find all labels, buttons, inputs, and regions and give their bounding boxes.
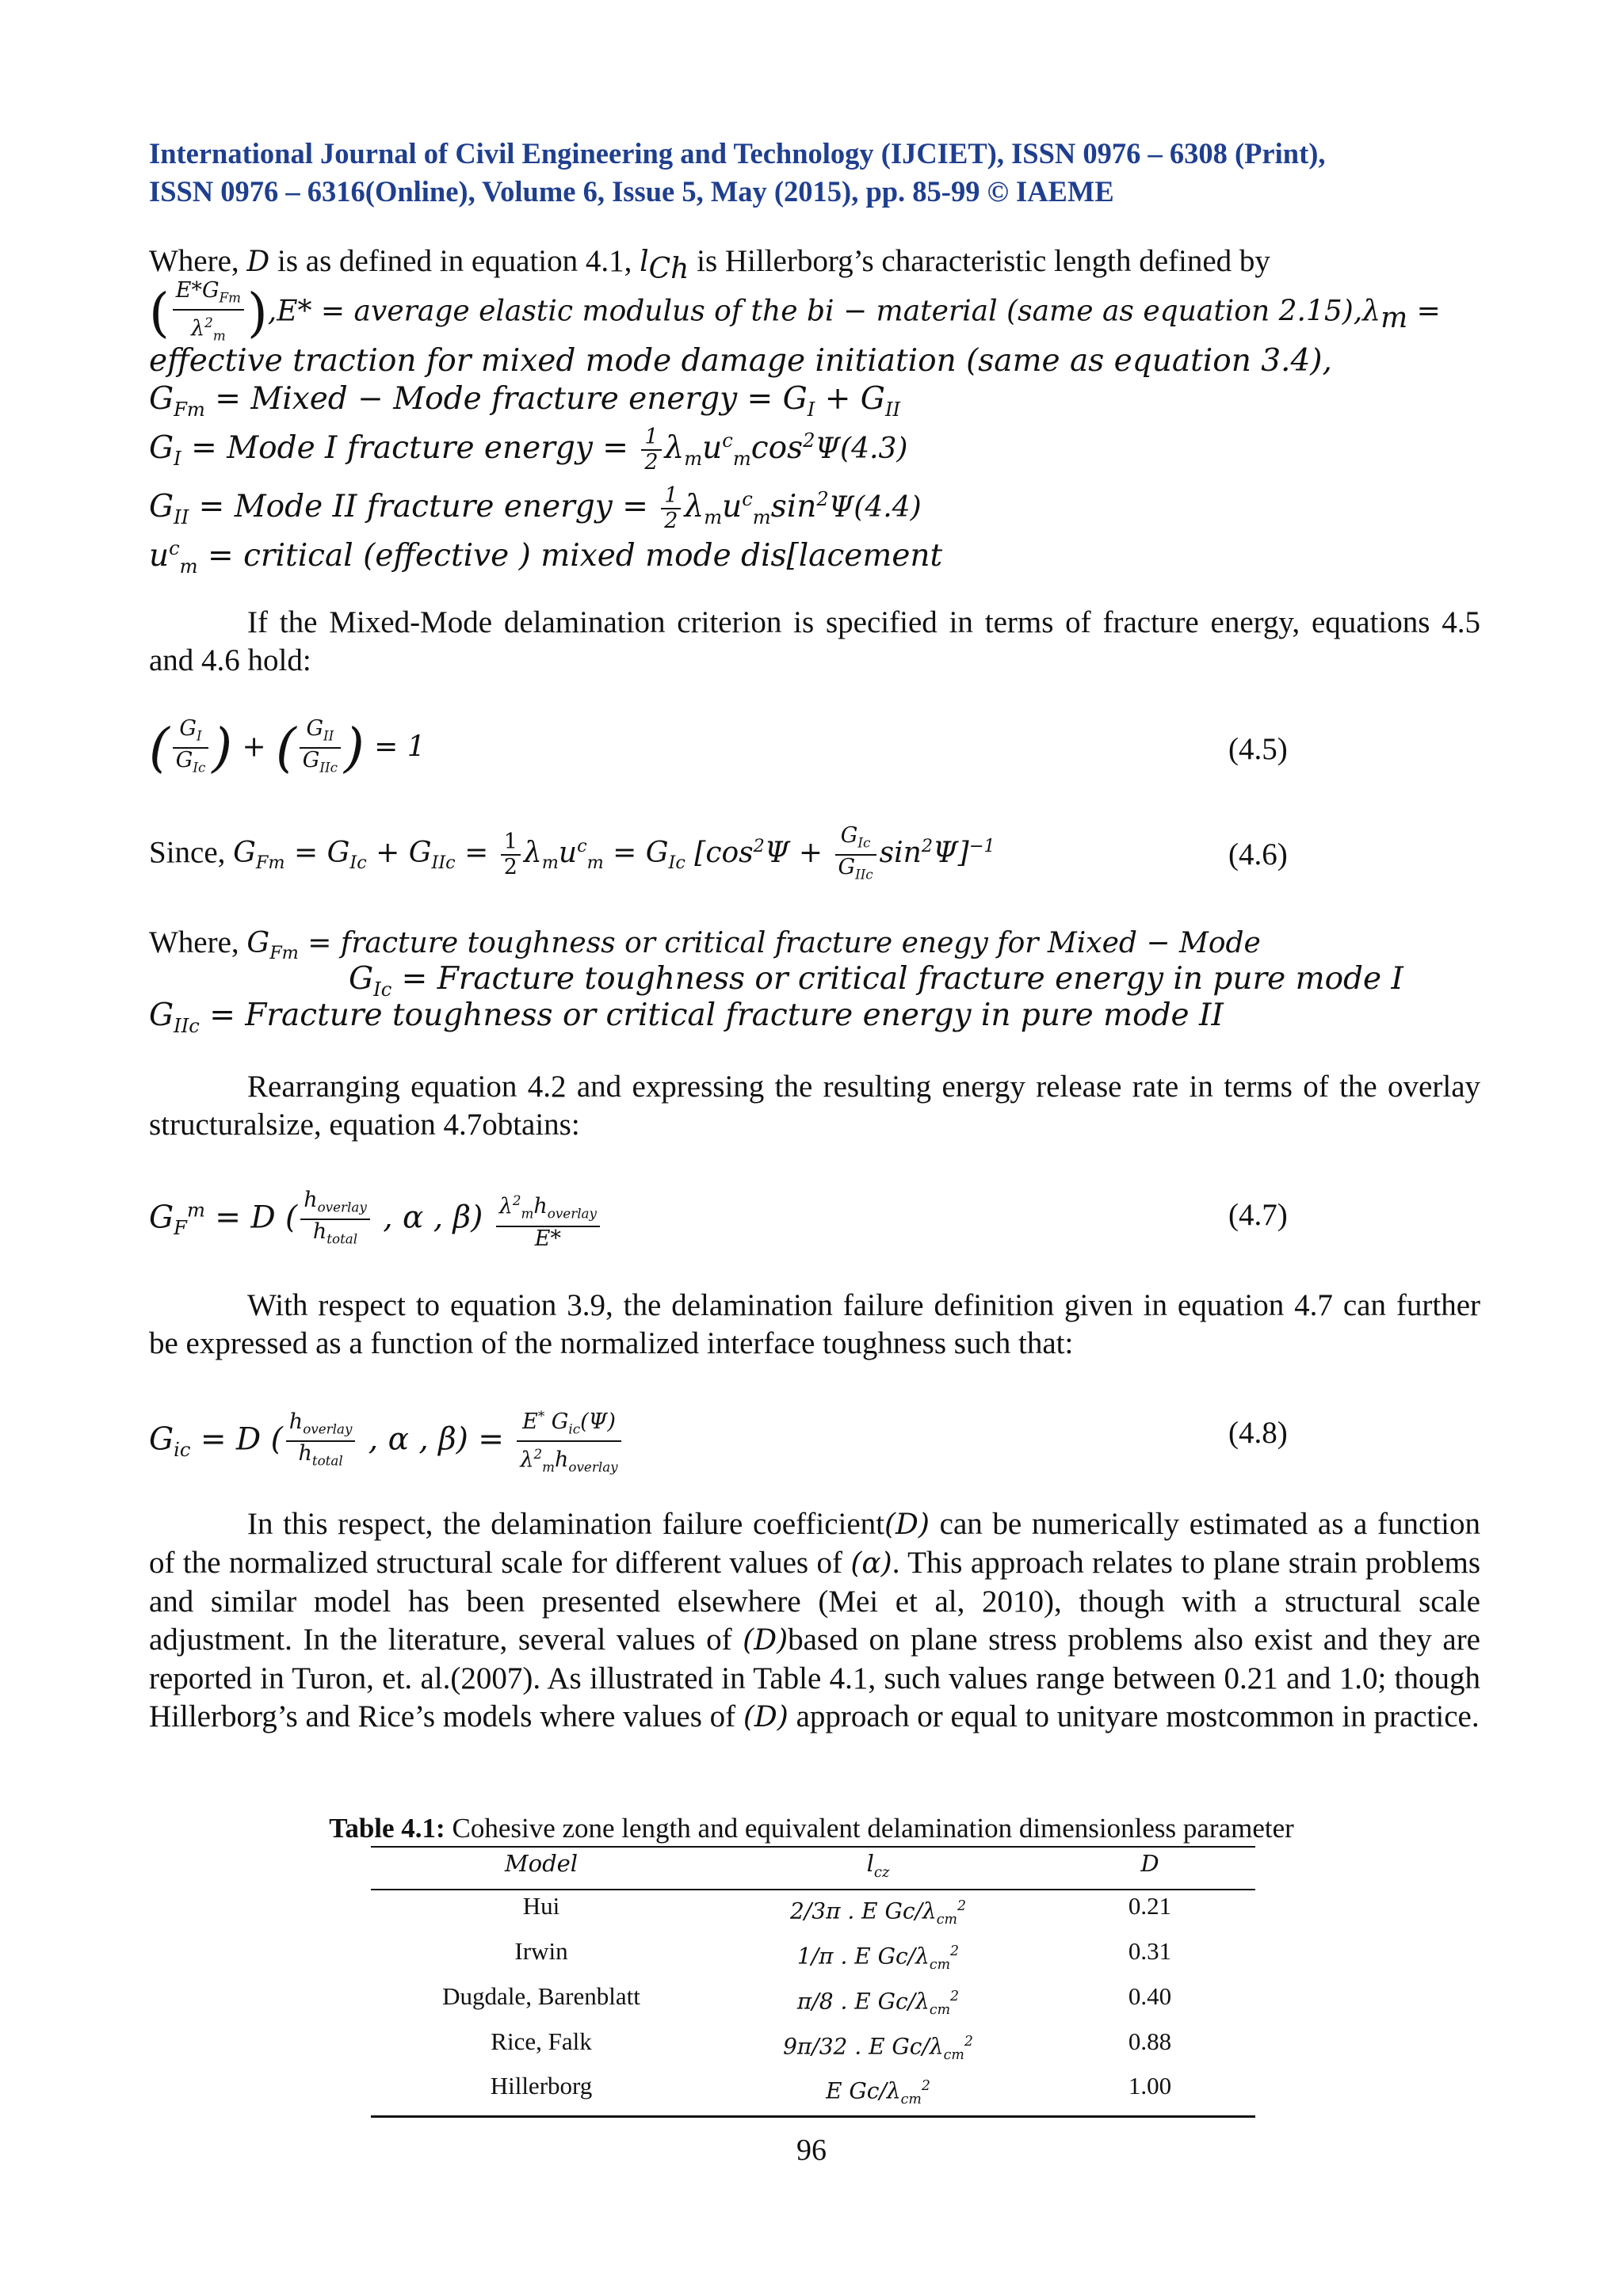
where-line-1: Where, D is as defined in equation 4.1, $l_{Ch}$ is Hillerborg’s characteristic length defined by [149,244,1270,285]
header-model: Model [371,1847,712,1890]
where-line-2: ( $\frac{E*G_{Fm}}{\lambda^2_m}$ ),E* = average elastic modulus of the bi − material (same as equation $2.15),\lambda_m$ = [149,279,1441,342]
equation-4-5: ( $\frac{G_I}{G_{Ic}}$ ) + ( $\frac{G_{II}}{G_{IIc}}$ ) = 1 [149,716,426,779]
equation-4-7: $G_F^m = D$ ( $\frac{h_{overlay}}{h_{total}}$ , α , β) $\frac{\lambda^2_mh_{overlay}}{E*}$ [149,1188,603,1252]
equation-4-8: $G_{ic} = D$ ( $\frac{h_{overlay}}{h_{total}}$ , α , β) = $\frac{E^* G_{ic}(\Psi)}{\lambda^2_mh_{overlay}}$ [149,1404,624,1467]
cell-d: 1.00 [1044,2070,1255,2116]
header-lcz: $l_{cz}$ [712,1847,1044,1890]
where-line-3: effective traction for mixed mode damage initiation (same as equation 3.4), [149,343,1332,379]
table-row [371,1981,1255,2026]
cell-model: Rice, Falk [491,2027,592,2055]
paragraph-fracture-criterion: If the Mixed-Mode delamination criterion is specified in terms of fracture energy, equations 4.5 and 4.6 hold: [149,605,1480,677]
table-row [371,2070,1255,2116]
equation-number-4-7: (4.7) [1228,1198,1288,1232]
paragraph-in-this-respect: In this respect, the delamination failure coefficient(D) can be numerically estimated as a function of the normalized structural scale for different values of (α). This approach relates to plane strain problems and similar model has been presented elsewhere (Mei et al, 2010), though with a structural scale adjustment. In the literature, several values of (D)based on plane stress problems also exist and they are reported in Turon, et. al.(2007). As illustrated in Table 4.1, such values range between 0.21 and 1.0; though Hillerborg’s and Rice’s models where values of (D) approach or equal to unityare mostcommon in practice. [149,1507,1480,1733]
table-row [371,1890,1255,1936]
cell-d: 0.31 [1128,1936,1172,1965]
um-definition: $u^c_m$ = critical (effective ) mixed mode dis[lacement [149,537,943,578]
cell-model: Hillerborg [371,2070,712,2116]
journal-header-line-2: ISSN 0976 – 6316(Online), Volume 6, Issue 5, May (2015), pp. 85-99 © IAEME [149,175,1114,208]
cell-model: Dugdale, Barenblatt [442,1981,640,2010]
cell-lcz: E $Gc/\lambda_{cm}^2$ [712,2070,1044,2116]
header-d: D [1044,1847,1255,1890]
definition-gfm: Where, $G_{Fm}$ = fracture toughness or critical fracture enegy for Mixed − Mode [149,925,1261,964]
cell-d: 0.88 [1128,2027,1172,2055]
equation-number-4-6: (4.6) [1228,837,1288,871]
equation-number-4-5: (4.5) [1228,732,1288,766]
definition-giic: $G_{IIc}$ = Fracture toughness or critical fracture energy in pure mode II [149,997,1224,1037]
cell-model: Irwin [514,1936,568,1965]
journal-header-line-1: International Journal of Civil Engineering and Technology (IJCIET), ISSN 0976 – 6308 (Print), [149,137,1326,170]
gii-definition: $G_{II}$ = Mode II fracture energy = $\frac{1}{2}$ $\lambda_mu^c_m\sin^2\Psi(4.4)$ [149,483,922,533]
paragraph-with-respect: With respect to equation 3.9, the delamination failure definition given in equation 4.7 can further be expressed as a function of the normalized interface toughness such that: [149,1288,1480,1360]
definition-gic: $G_{Ic}$ = Fracture toughness or critical fracture energy in pure mode I [349,961,1403,1001]
page-number: 96 [796,2134,827,2167]
lch-fraction: $\frac{E*G_{Fm}}{\lambda^2_m}$ [173,279,244,348]
cell-lcz: 1/π . E $Gc/\lambda_{cm}^2$ [796,1943,960,1973]
equation-4-6: Since, $G_{Fm} = G_{Ic} + G_{IIc}$ = $\frac{1}{2}$ $\lambda_mu^c_m = G_{Ic}$ [$\cos^2\Psi$ + $\frac{G_{Ic}}{G_{IIc}}$ $\sin^2\Psi]^{-1}$ [149,823,995,883]
cell-lcz: 9π/32 . E $Gc/\lambda_{cm}^2$ [783,2032,973,2063]
gi-definition: $G_I$ = Mode I fracture energy = $\frac{1}{2}$ $\lambda_mu^c_m\cos^2\Psi(4.3)$ [149,425,908,475]
table-row [371,2026,1255,2071]
table-caption: Table 4.1: Cohesive zone length and equivalent delamination dimensionless parameter [329,1813,1294,1844]
cohesive-zone-table [371,1846,1255,2118]
cell-model: Hui [522,1891,560,1920]
equation-number-4-8: (4.8) [1228,1416,1288,1450]
paragraph-rearranging: Rearranging equation 4.2 and expressing the resulting energy release rate in terms of the overlay structuralsize, equation 4.7obtains: [149,1070,1480,1142]
cell-d: 0.21 [1128,1891,1172,1920]
table-row [371,1936,1255,1981]
cell-lcz: π/8 . E $Gc/\lambda_{cm}^2$ [796,1987,960,2018]
cell-d: 0.40 [1128,1981,1172,2010]
gfm-definition: $G_{Fm}$ = Mixed − Mode fracture energy = $G_I + G_{II}$ [149,381,901,421]
cell-lcz: 2/3π . E $Gc/\lambda_{cm}^2$ [790,1897,966,1928]
